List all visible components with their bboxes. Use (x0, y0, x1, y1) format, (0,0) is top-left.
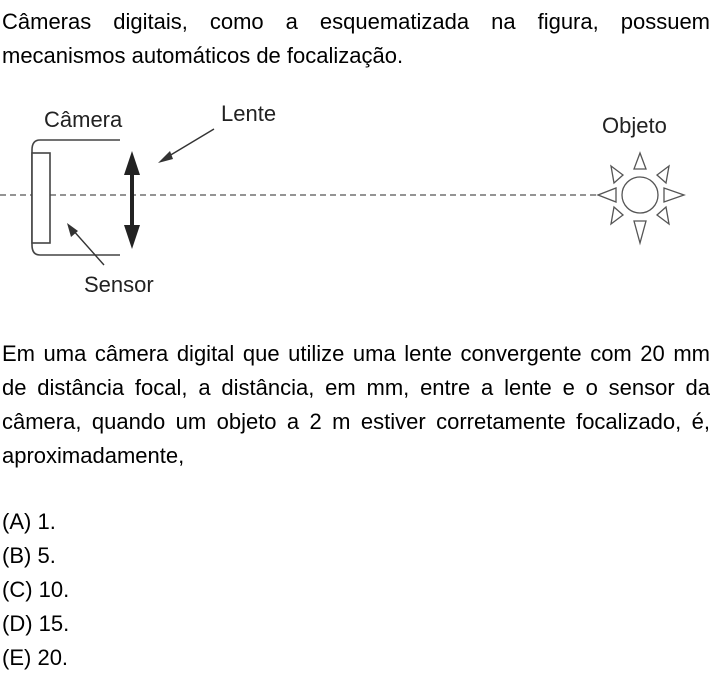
option-letter: (A) (2, 509, 32, 534)
option-text: 20. (37, 645, 69, 670)
sun-icon (598, 153, 684, 243)
option-text: 1. (37, 509, 56, 534)
option-letter: (C) (2, 577, 33, 602)
lens-arrowhead-top (124, 151, 140, 175)
lens-pointer-head (158, 151, 173, 163)
camera-diagram (0, 95, 718, 310)
intro-paragraph: Câmeras digitais, como a esquematizada na figura, possuem mecanismos automáticos de focalização. (2, 9, 710, 68)
question-paragraph: Em uma câmera digital que utilize uma lente convergente com 20 mm de distância focal, a distância, em mm, entre a lente e o sensor da câmera, quando um objeto a 2 m estiver corretamente focalizado, é, aproximadamente, (2, 341, 710, 468)
sensor-rect (32, 153, 50, 243)
object-label: Objeto (602, 113, 667, 138)
lens-arrowhead-bottom (124, 225, 140, 249)
option-b[interactable] (2, 539, 69, 573)
option-text: 5. (37, 543, 56, 568)
lens-pointer (164, 129, 214, 159)
camera-label: Câmera (44, 107, 123, 132)
answer-options (2, 505, 69, 675)
option-d[interactable] (2, 607, 69, 641)
option-e[interactable] (2, 641, 69, 675)
option-a[interactable] (2, 505, 69, 539)
option-letter: (E) (2, 645, 32, 670)
option-letter: (D) (2, 611, 33, 636)
option-text: 10. (38, 577, 70, 602)
option-letter: (B) (2, 543, 32, 568)
sensor-pointer (72, 229, 104, 265)
option-c[interactable] (2, 573, 69, 607)
sensor-label: Sensor (84, 272, 154, 297)
option-text: 15. (38, 611, 70, 636)
lens-label: Lente (221, 101, 277, 126)
